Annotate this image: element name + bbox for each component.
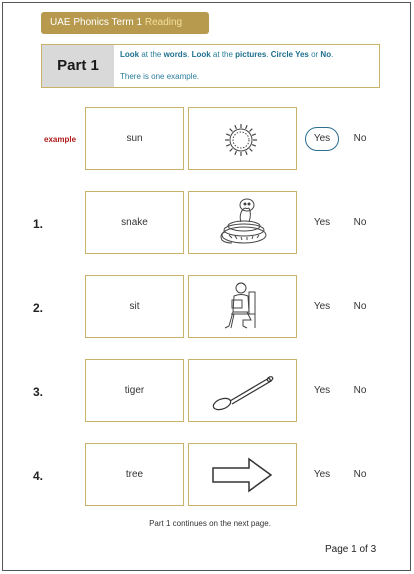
picture-box-arrow [188,443,297,506]
instr-words: words [163,50,188,59]
instr-period-3: . [331,50,334,59]
no-option-3[interactable]: No [353,385,367,396]
instr-or: or [308,50,321,59]
yes-option-4[interactable]: Yes [313,469,331,480]
worksheet-page [2,2,411,571]
no-option-1[interactable]: No [353,217,367,228]
part-instructions-box [41,44,380,88]
instruction-text [120,50,333,59]
picture-box-sit [188,275,297,338]
instr-circle-yes: Circle Yes [270,50,309,59]
arrow-icon [189,444,298,507]
page-number: Page 1 of 3 [325,544,377,555]
picture-box-sun [188,107,297,170]
example-note: There is one example. [120,72,200,81]
continues-note: Part 1 continues on the next page. [149,519,271,528]
snake-icon [189,192,298,255]
instr-look-2: Look [191,50,211,59]
no-option-2[interactable]: No [353,301,367,312]
row-label-example: example [44,135,77,144]
instr-period-1: . [187,50,192,59]
sun-icon [189,108,298,171]
word-box-tiger: tiger [85,359,184,422]
word-box-sit: sit [85,275,184,338]
picture-box-spoon [188,359,297,422]
yes-option-2[interactable]: Yes [313,301,331,312]
header-tag [41,12,209,34]
instr-period-2: . [266,50,271,59]
row-label-4: 4. [33,469,44,483]
yes-option-example[interactable]: Yes [305,127,339,151]
yes-option-3[interactable]: Yes [313,385,331,396]
yes-option-1[interactable]: Yes [313,217,331,228]
instr-pictures: pictures [235,50,267,59]
word-box-sun: sun [85,107,184,170]
word-box-snake: snake [85,191,184,254]
no-option-example[interactable]: No [353,133,367,144]
instr-at-2: at the [210,50,236,59]
row-label-1: 1. [33,217,44,231]
part-label: Part 1 [42,45,114,87]
no-option-4[interactable]: No [353,469,367,480]
instr-no: No [320,50,332,59]
instr-at-1: at the [139,50,164,59]
spoon-icon [189,360,298,423]
word-box-tree: tree [85,443,184,506]
row-label-2: 2. [33,301,44,315]
header-title: UAE Phonics Term 1 [50,17,143,28]
child-sitting-icon [189,276,298,339]
instr-look-1: Look [120,50,140,59]
header-section: Reading [144,17,183,28]
row-label-3: 3. [33,385,44,399]
picture-box-snake [188,191,297,254]
